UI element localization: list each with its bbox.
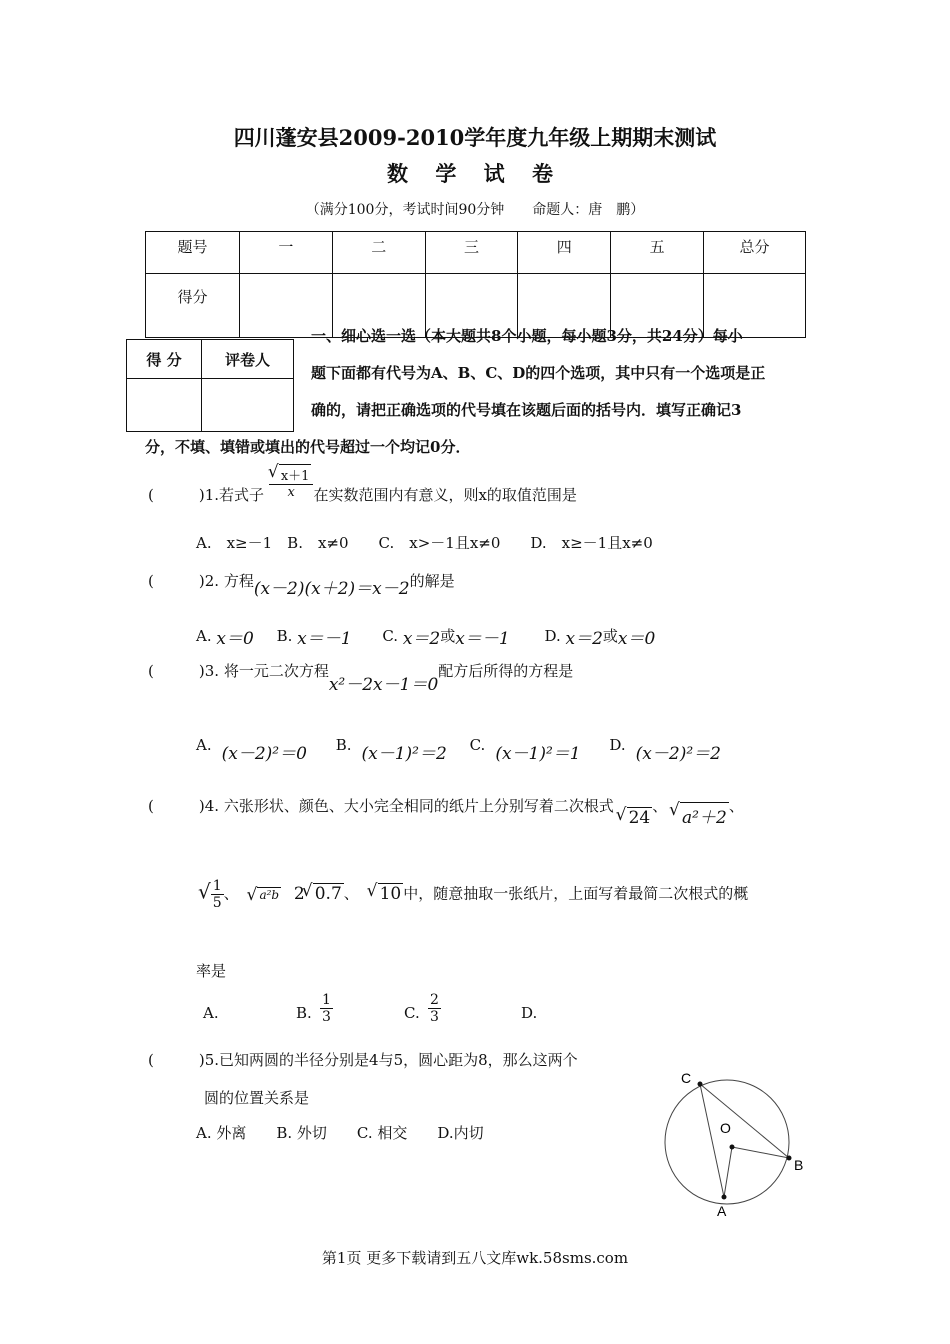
section1-line3: 确的，请把正确选项的代号填在该题后面的括号内．填写正确记3 [311,401,742,419]
q2-options: A. x＝0 B. x＝－1 C. x＝2或x＝－1 D. x＝2或x＝0 [196,627,656,649]
answer-paren[interactable]: ( )2. [148,572,220,590]
answer-paren[interactable]: ( )4. [148,797,220,815]
grader-score-cell[interactable] [127,379,202,432]
question-4: ( )4. 六张形状、颜色、大小完全相同的纸片上分别写着二次根式 √ 24、 √ a²＋2、 [148,790,744,816]
score-header-cell: 三 [425,232,518,274]
grader-table [126,339,294,432]
answer-paren[interactable]: ( )3. [148,662,220,680]
answer-paren[interactable]: ( )1. [148,486,220,504]
exam-title: 四川蓬安县2009-2010学年度九年级上期期末测试 [233,125,717,150]
radius-oa [724,1147,732,1197]
q1-fraction: √ $\frac{x+1}{x}$ [269,464,314,500]
q4-opt-b-label: B. [296,1004,312,1022]
question-5-cont: 圆的位置关系是 [204,1089,310,1107]
section1-line2: 题下面都有代号为A、B、C、D的四个选项，其中只有一个选项是正 [311,364,766,382]
q1-options: A. x≥－1 B. x≠0 C. x>－1且x≠0 D. x≥－1且x≠0 [196,534,653,552]
point-b [787,1156,792,1161]
score-header-cell: 四 [518,232,611,274]
question-5: ( )5.已知两圆的半径分别是4与5，圆心距为8，那么这两个 [148,1051,578,1069]
radius-ob [732,1147,789,1158]
q4-opt-a: A. [203,1004,219,1022]
q4-opt-c-label: C. [404,1004,420,1022]
exam-info: （满分100分，考试时间90分钟 命题人：唐 鹏） [305,202,645,218]
q4-opt-b-value: $\frac{1}{3}$ [322,992,331,1025]
section1-line1: 一、细心选一选（本大题共8个小题，每小题3分，共24分）每小 [311,327,743,345]
section1-line4: 分，不填、填错或填出的代号超过一个均记0分． [145,438,471,456]
point-o [730,1145,735,1150]
score-header-cell: 五 [611,232,704,274]
q5-options: A. 外离 B. 外切 C. 相交 D.内切 [196,1124,484,1142]
q4-opt-d: D. [521,1004,538,1022]
score-header-cell: 题号 [146,232,240,274]
question-1: ( )1.若式子 √ $\frac{x+1}{x}$ 在实数范围内有意义，则x的取值范围是 [148,484,577,505]
score-header-cell: 一 [240,232,333,274]
label-b: B [794,1157,804,1173]
label-o: O [720,1120,731,1136]
answer-paren[interactable]: ( )5. [148,1051,220,1069]
score-header-cell: 二 [332,232,425,274]
score-row-label: 得分 [146,274,240,338]
question-2: ( )2. 方程(x－2)(x＋2)＝x－2的解是 [148,572,455,599]
grader-name-cell[interactable] [202,379,294,432]
point-c [698,1082,703,1087]
point-a [722,1195,727,1200]
grader-score-header: 得 分 [127,340,202,379]
question-3: ( )3. 将一元二次方程x²－2x－1＝0配方后所得的方程是 [148,662,574,695]
grader-name-header: 评卷人 [202,340,294,379]
page-footer: 第1页 更多下载请到五八文库wk.58sms.com [321,1249,629,1267]
circle-figure [660,1062,820,1222]
label-a: A [717,1203,727,1219]
q3-options: A. (x－2)²＝0 B. (x－1)²＝2 C. (x－1)²＝1 D. (x－2)²＝2 [196,736,721,764]
exam-subtitle: 数 学 试 卷 [387,161,563,186]
question-4-radicals: √ $\frac{1}{5}$ 、 √ a²b 2√ 0.7 、 √ 10 中，随意抽取一张纸片，上面写着最简二次根式的概 [198,878,748,911]
question-4-cont: 率是 [196,962,227,980]
score-header-cell: 总分 [704,232,806,274]
label-c: C [681,1070,692,1086]
q4-opt-c-value: $\frac{2}{3}$ [430,992,439,1025]
